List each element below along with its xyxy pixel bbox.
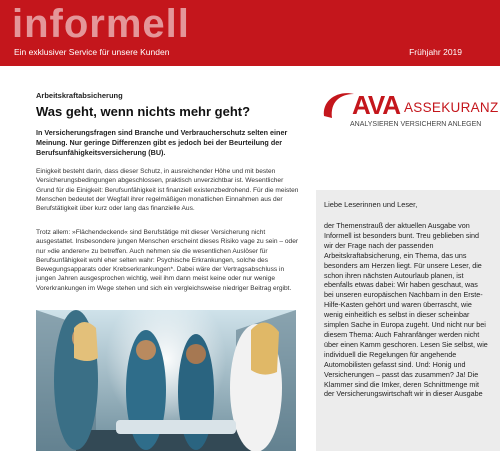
article-paragraph-2: Trotz allem: »Flächendeckend« sind Berufstätige mit dieser Versicherung nicht ausgestattet. Insbesondere jungen Menschen erscheint dieses Risiko vage zu sein – oder nur »die anderen« zu betreffen. Auch nehmen sie die wesentlichen Auslöser für Berufsunfähigkeit wohl eher selten wahr: Psychische Erkrankungen, solche des Bewegungsapparats oder Krebserkrankungen*. Dabei wäre der Vertragsabschluss in jungen Jahren ausgesprochen wichtig, weil ihm dann meist keine oder nur wenige Vorerkrankungen im Wege stehen und sich ein vergleichsweise niedriger Beitrag ergibt. xyxy=(36,229,299,292)
ava-logo xyxy=(318,88,499,146)
photo-illustration xyxy=(36,310,296,451)
brand-title: informell xyxy=(12,2,190,46)
sidebar-text: der Themenstrauß der aktuellen Ausgabe von Informell ist besonders bunt. Treu geblieben sind wir der Frage nach der passenden Arbeitskraftabsicherung, ein Thema, das uns besonders am Herzen liegt. Für unsere Leser, die schon ihren nächsten Autourlaub planen, ist ebenfalls etwas dabei: Wir haben geschaut, was bei unseren europäischen Nachbarn in den Erste-Hilfe-Kasten gehört und waren überrascht, wie wenig einheitlich es selbst in dieser scheinbar simplen Sache in Europa zugeht. Und nicht nur bei diesem Thema: Auch Fahranfänger werden nicht über einen Kamm geschoren. Lesen Sie selbst, wie individuell die Regelungen für angehende Automobilisten gefasst sind. Und: Honig und Versicherungen – passt das zusammen? Ja! Die Klammer sind die Imker, deren Schnittmenge mit der Versicherungswirtschaft wir in dieser Ausgabe xyxy=(324,221,488,399)
article-kicker: Arbeitskraftabsicherung xyxy=(36,91,123,100)
logo-slogan: ANALYSIEREN VERSICHERN ANLEGEN xyxy=(350,121,482,128)
article-headline: Was geht, wenn nichts mehr geht? xyxy=(36,104,251,119)
edition-date: Frühjahr 2019 xyxy=(409,47,462,57)
logo-ava: AVA xyxy=(352,90,401,120)
hospital-emergency-photo xyxy=(36,310,296,451)
sidebar-greeting: Liebe Leserinnen und Leser, xyxy=(324,200,418,209)
article-intro: In Versicherungsfragen sind Branche und Verbraucherschutz selten einer Meinung. Nur geringe Differenzen gibt es jedoch bei der Beurteilung der Berufsunfähigkeitsversicherung (BU). xyxy=(36,128,288,157)
masthead xyxy=(0,0,500,66)
tagline: Ein exklusiver Service für unsere Kunden xyxy=(14,47,170,57)
editorial-sidebar xyxy=(316,190,500,451)
swoosh-logo-icon xyxy=(320,88,356,122)
logo-assekuranz: ASSEKURANZ xyxy=(404,100,499,115)
article-paragraph-1: Einigkeit besteht darin, dass dieser Schutz, in ausreichender Höhe und mit besten Versicherungsbedingungen abgeschlossen, praktisch unverzichtbar ist. Wesentlicher Grund für die Einigkeit: Berufsunfähigkeit ist finanziell existenzbedrohend. Für die meisten Menschen bedeutet der Wegfall ihrer regelmäßigen monatlichen Einnahmen aus der Berufstätigkeit über kurz oder lang das finanzielle Aus. xyxy=(36,168,299,213)
